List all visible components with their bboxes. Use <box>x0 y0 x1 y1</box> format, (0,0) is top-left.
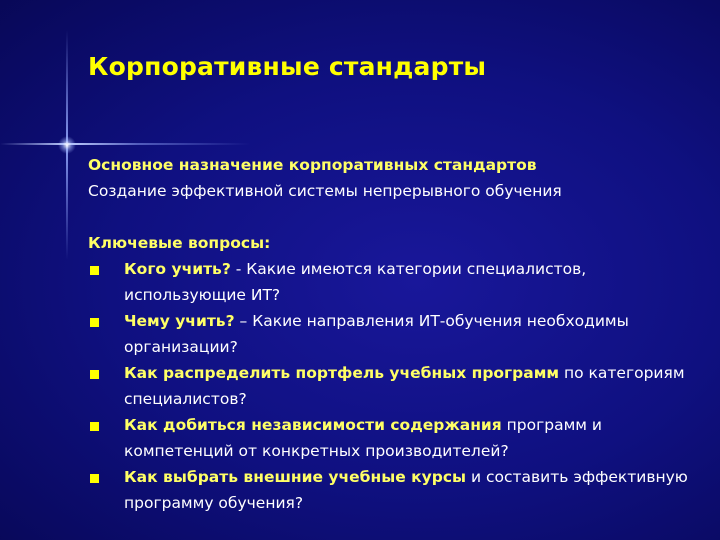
question-item <box>88 412 698 464</box>
question-rest: - Какие имеются категории специалистов, использующие ИТ? <box>124 260 587 304</box>
question-item <box>88 256 698 308</box>
yellow-square-bullet-icon <box>90 422 99 431</box>
question-item <box>88 308 698 360</box>
purpose-heading: Основное назначение корпоративных стандартов <box>88 156 537 174</box>
question-rest: по категориям специалистов? <box>124 364 685 408</box>
yellow-square-bullet-icon <box>90 318 99 327</box>
purpose-text: Создание эффективной системы непрерывного обучения <box>88 182 562 200</box>
yellow-square-bullet-icon <box>90 474 99 483</box>
question-strong: Как выбрать внешние учебные курсы <box>124 468 467 486</box>
question-rest: программ и компетенций от конкретных производителей? <box>124 416 603 460</box>
question-strong: Кого учить? <box>124 260 231 278</box>
questions-heading: Ключевые вопросы: <box>88 234 271 252</box>
question-rest: и составить эффективную программу обучения? <box>124 468 688 512</box>
spacer <box>88 204 698 230</box>
question-strong: Как добиться независимости содержания <box>124 416 502 434</box>
question-strong: Чему учить? <box>124 312 235 330</box>
question-rest: – Какие направления ИТ-обучения необходимы организации? <box>124 312 629 356</box>
yellow-square-bullet-icon <box>90 266 99 275</box>
questions-list <box>88 256 698 516</box>
slide-title: Корпоративные стандарты <box>88 52 487 81</box>
question-strong: Как распределить портфель учебных программ <box>124 364 560 382</box>
sparkle-horizontal-ray <box>0 143 250 145</box>
slide-content <box>88 152 698 516</box>
yellow-square-bullet-icon <box>90 370 99 379</box>
sparkle-glow <box>58 136 76 154</box>
question-item <box>88 360 698 412</box>
question-item <box>88 464 698 516</box>
